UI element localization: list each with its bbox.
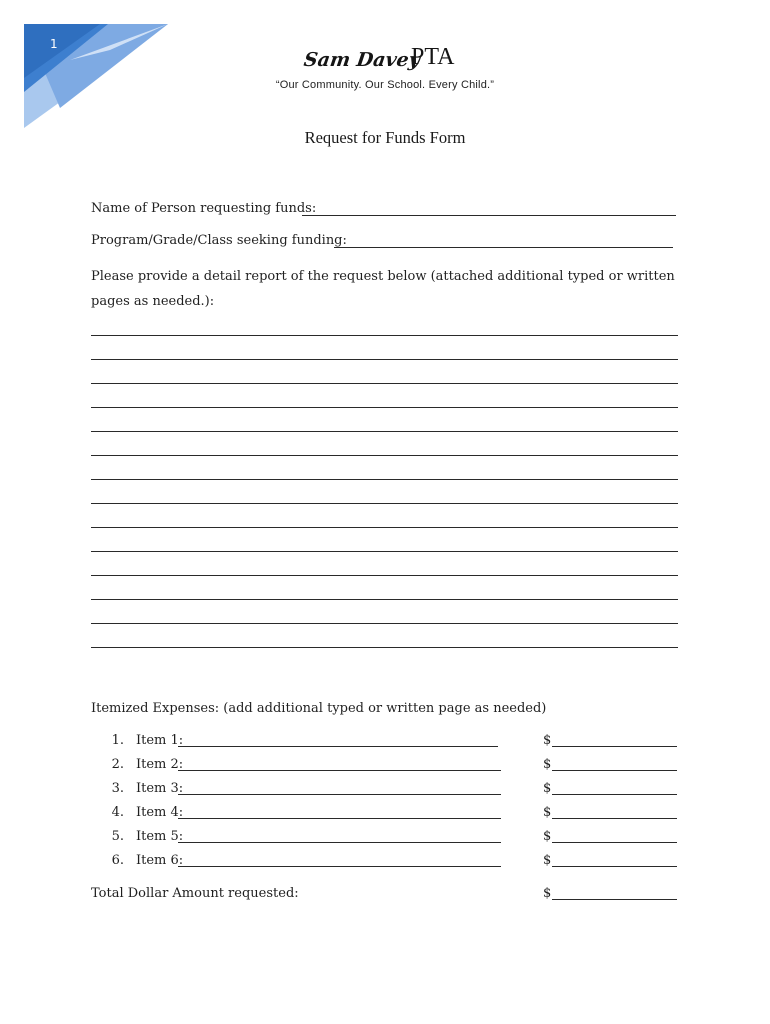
item-description-field[interactable] — [178, 746, 498, 747]
expense-item — [0, 781, 770, 801]
item-label: Item 1: — [136, 733, 184, 748]
report-line[interactable] — [91, 623, 678, 624]
item-description-field[interactable] — [178, 770, 501, 771]
brand-pta: PTA — [411, 44, 455, 70]
item-description-field[interactable] — [178, 842, 501, 843]
item-description-field[interactable] — [178, 866, 501, 867]
item-number: 2. — [111, 757, 124, 772]
item-currency: $ — [543, 829, 552, 844]
corner-decoration — [0, 0, 180, 140]
report-line[interactable] — [91, 359, 678, 360]
item-label: Item 4: — [136, 805, 184, 820]
item-number: 1. — [111, 733, 124, 748]
item-number: 3. — [111, 781, 124, 796]
item-amount-field[interactable] — [552, 818, 677, 819]
report-line[interactable] — [91, 503, 678, 504]
item-currency: $ — [543, 853, 552, 868]
expense-item — [0, 805, 770, 825]
item-description-field[interactable] — [178, 818, 501, 819]
report-line[interactable] — [91, 647, 678, 648]
expense-item — [0, 757, 770, 777]
brand-logo — [300, 44, 470, 80]
report-line[interactable] — [91, 551, 678, 552]
expense-item — [0, 733, 770, 753]
motto: “Our Community. Our School. Every Child.” — [275, 79, 495, 91]
item-amount-field[interactable] — [552, 866, 677, 867]
item-number: 6. — [111, 853, 124, 868]
report-line[interactable] — [91, 455, 678, 456]
item-description-field[interactable] — [178, 794, 501, 795]
person-label: Name of Person requesting funds: — [91, 201, 317, 216]
item-currency: $ — [543, 781, 552, 796]
expense-item — [0, 853, 770, 873]
report-line[interactable] — [91, 335, 678, 336]
program-field[interactable] — [334, 247, 673, 248]
brand-script-name: Sam Davey — [302, 49, 422, 71]
item-number: 5. — [111, 829, 124, 844]
report-instructions: Please provide a detail report of the request below (attached additional typed or written pages as needed.): — [91, 269, 675, 309]
report-line[interactable] — [91, 479, 678, 480]
total-amount-field[interactable] — [552, 899, 677, 900]
item-currency: $ — [543, 805, 552, 820]
program-label: Program/Grade/Class seeking funding: — [91, 233, 347, 248]
item-amount-field[interactable] — [552, 746, 677, 747]
page-title: Request for Funds Form — [304, 128, 466, 147]
total-row — [0, 886, 770, 906]
item-number: 4. — [111, 805, 124, 820]
page-number: 1 — [50, 37, 58, 51]
item-currency: $ — [543, 757, 552, 772]
item-amount-field[interactable] — [552, 842, 677, 843]
report-line[interactable] — [91, 527, 678, 528]
item-amount-field[interactable] — [552, 794, 677, 795]
report-line[interactable] — [91, 599, 678, 600]
item-label: Item 2: — [136, 757, 184, 772]
total-currency: $ — [543, 886, 552, 901]
person-field[interactable] — [302, 215, 676, 216]
expense-item — [0, 829, 770, 849]
total-label: Total Dollar Amount requested: — [91, 886, 299, 901]
report-line[interactable] — [91, 383, 678, 384]
item-label: Item 6: — [136, 853, 184, 868]
item-label: Item 3: — [136, 781, 184, 796]
item-currency: $ — [543, 733, 552, 748]
report-line[interactable] — [91, 407, 678, 408]
item-amount-field[interactable] — [552, 770, 677, 771]
item-label: Item 5: — [136, 829, 184, 844]
itemized-heading: Itemized Expenses: (add additional typed or written page as needed) — [91, 701, 547, 716]
report-line[interactable] — [91, 431, 678, 432]
report-line[interactable] — [91, 575, 678, 576]
